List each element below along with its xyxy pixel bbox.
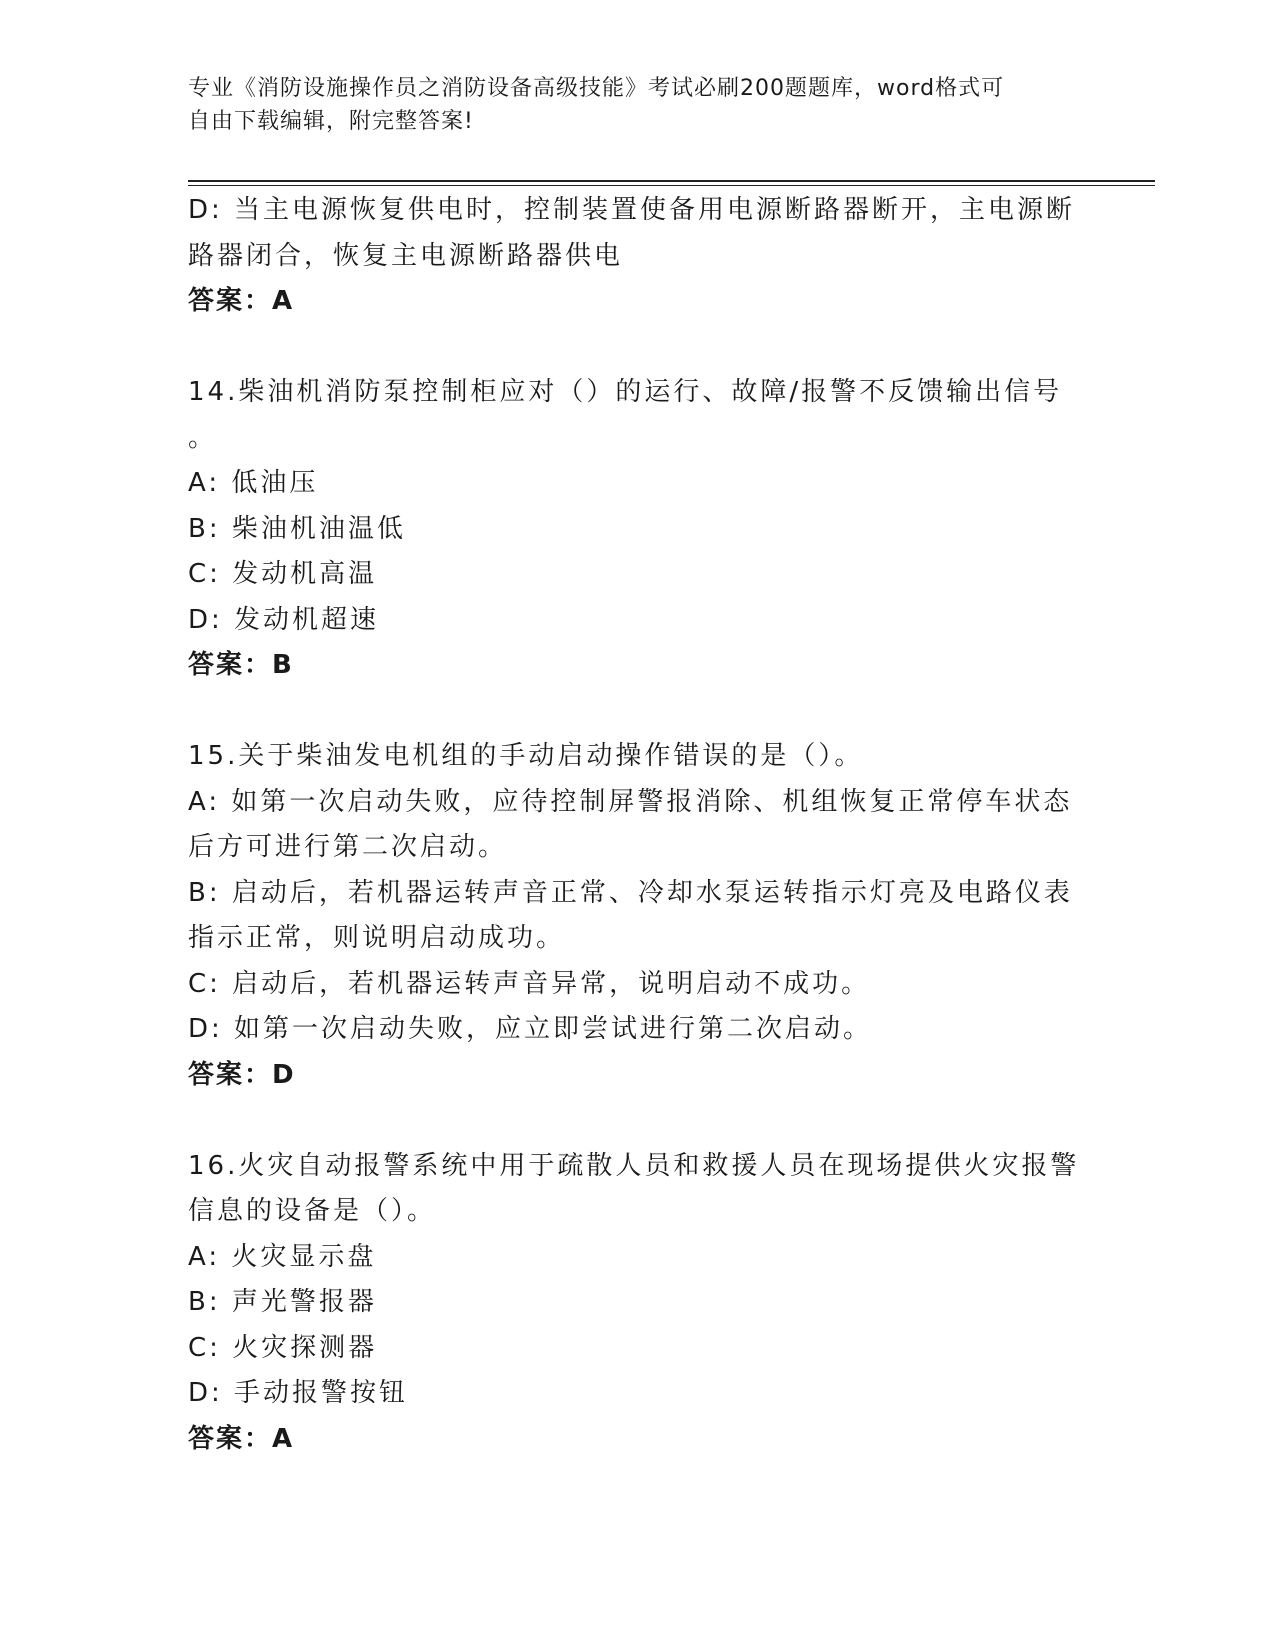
option-d: D: 当主电源恢复供电时，控制装置使备用电源断路器断开，主电源断 <box>188 195 1076 225</box>
spacer <box>188 325 1088 371</box>
option-b: B: 启动后，若机器运转声音正常、冷却水泵运转指示灯亮及电路仪表 <box>188 877 1073 908</box>
option-c: C: 火灾探测器 <box>188 1332 378 1363</box>
option-d: D: 发动机超速 <box>188 604 380 635</box>
question-list <box>188 188 1088 1462</box>
option-b: B: 声光警报器 <box>188 1287 377 1317</box>
question-stem-continued: 。 <box>188 422 218 453</box>
option-d-continued: 路器闭合，恢复主电源断路器供电 <box>188 240 624 271</box>
document-header <box>188 72 1068 138</box>
question-stem: 15.关于柴油发电机组的手动启动操作错误的是（）。 <box>188 741 864 771</box>
answer-label: 答案：D <box>188 1059 296 1090</box>
option-b-continued: 指示正常，则说明启动成功。 <box>188 923 566 953</box>
option-a: A: 低油压 <box>188 468 319 498</box>
question-stem: 16.火灾自动报警系统中用于疏散人员和救援人员在现场提供火灾报警 <box>188 1150 1080 1181</box>
answer-label: 答案：A <box>188 286 295 316</box>
header-line-1: 专业《消防设施操作员之消防设备高级技能》考试必刷200题题库，word格式可 <box>188 76 1005 101</box>
header-line-2: 自由下载编辑，附完整答案! <box>188 109 474 134</box>
header-divider-thick <box>188 180 1155 182</box>
spacer <box>188 689 1088 735</box>
question-stem: 14.柴油机消防泵控制柜应对（）的运行、故障/报警不反馈输出信号 <box>188 377 1063 407</box>
option-a-continued: 后方可进行第二次启动。 <box>188 832 508 862</box>
option-d: D: 如第一次启动失败，应立即尝试进行第二次启动。 <box>188 1014 873 1044</box>
answer-label: 答案：A <box>188 1423 295 1454</box>
spacer <box>188 1098 1088 1144</box>
header-divider-thin <box>188 185 1155 186</box>
option-a: A: 如第一次启动失败，应待控制屏警报消除、机组恢复正常停车状态 <box>188 786 1073 817</box>
question-stem-continued: 信息的设备是（）。 <box>188 1196 437 1226</box>
option-d: D: 手动报警按钮 <box>188 1378 409 1408</box>
option-a: A: 火灾显示盘 <box>188 1241 377 1272</box>
answer-label: 答案：B <box>188 650 294 680</box>
option-b: B: 柴油机油温低 <box>188 513 406 544</box>
option-c: C: 启动后，若机器运转声音异常，说明启动不成功。 <box>188 968 871 999</box>
option-c: C: 发动机高温 <box>188 559 378 589</box>
